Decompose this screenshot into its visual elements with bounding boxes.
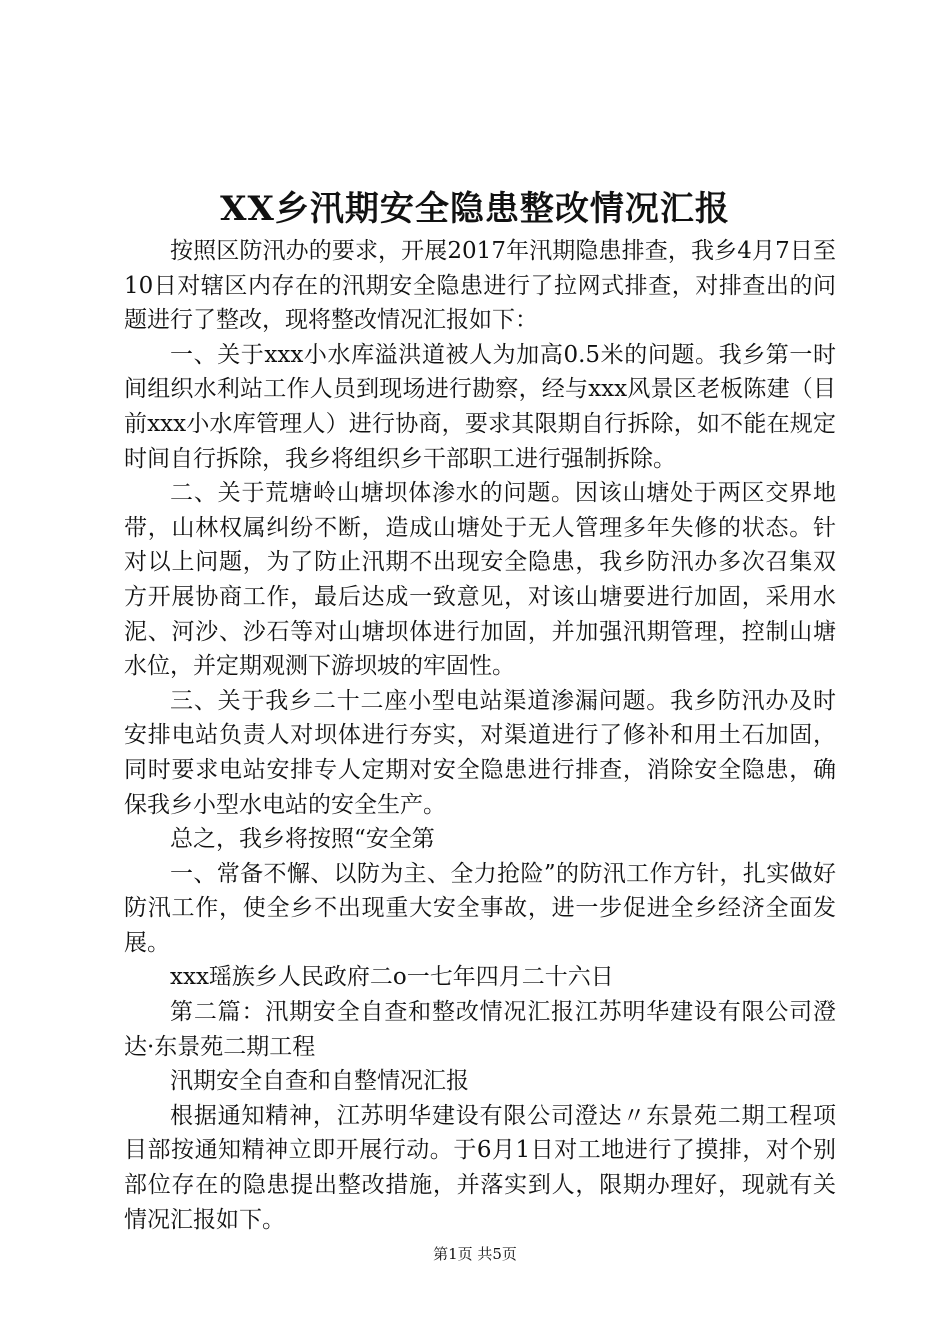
paragraph-second-subtitle: 汛期安全自查和自整情况汇报 — [170, 1068, 469, 1095]
document-title: XX乡汛期安全隐患整改情况汇报 — [220, 189, 730, 229]
paragraph-second-heading: 第二篇：汛期安全自查和整改情况汇报江苏明华建设有限公司澄达·东景苑二期工程 — [124, 999, 836, 1060]
paragraph-item-1: 一、关于xxx小水库溢洪道被人为加高0.5米的问题。我乡第一时间组织水利站工作人员到现场进行勘察，经与xxx风景区老板陈建（目前xxx小水库管理人）进行协商，要求其限期自行拆除，如不能在规定时间自行拆除，我乡将组织乡干部职工进行强制拆除。 — [124, 341, 836, 472]
paragraph-signature: xxx瑶族乡人民政府二o一七年四月二十六日 — [170, 964, 614, 991]
paragraph-policy: 一、常备不懈、以防为主、全力抢险”的防汛工作方针，扎实做好防汛工作，使全乡不出现重大安全事故，进一步促进全乡经济全面发展。 — [124, 860, 836, 956]
paragraph-item-2: 二、关于荒塘岭山塘坝体渗水的问题。因该山塘处于两区交界地带，山林权属纠纷不断，造成山塘处于无人管理多年失修的状态。针对以上问题，为了防止汛期不出现安全隐患，我乡防汛办多次召集双方开展协商工作，最后达成一致意见，对该山塘要进行加固，采用水泥、河沙、沙石等对山塘坝体进行加固，并加强汛期管理，控制山塘水位，并定期观测下游坝坡的牢固性。 — [124, 480, 836, 680]
document-body — [124, 234, 836, 1237]
paragraph-item-3: 三、关于我乡二十二座小型电站渠道渗漏问题。我乡防汛办及时安排电站负责人对坝体进行夯实，对渠道进行了修补和用土石加固，同时要求电站安排专人定期对安全隐患进行排查，消除安全隐患，确保我乡小型水电站的安全生产。 — [124, 687, 836, 818]
paragraph-summary: 总之，我乡将按照“安全第 — [170, 826, 435, 853]
paragraph-intro: 按照区防汛办的要求，开展2017年汛期隐患排查，我乡4月7日至10日对辖区内存在的汛期安全隐患进行了拉网式排查，对排查出的问题进行了整改，现将整改情况汇报如下： — [124, 238, 836, 334]
page-footer: 第1页 共5页 — [433, 1245, 517, 1263]
paragraph-second-body: 根据通知精神，江苏明华建设有限公司澄达〃东景苑二期工程项目部按通知精神立即开展行动。于6月1日对工地进行了摸排，对个别部位存在的隐患提出整改措施，并落实到人，限期办理好，现就有关情况汇报如下。 — [124, 1102, 836, 1233]
